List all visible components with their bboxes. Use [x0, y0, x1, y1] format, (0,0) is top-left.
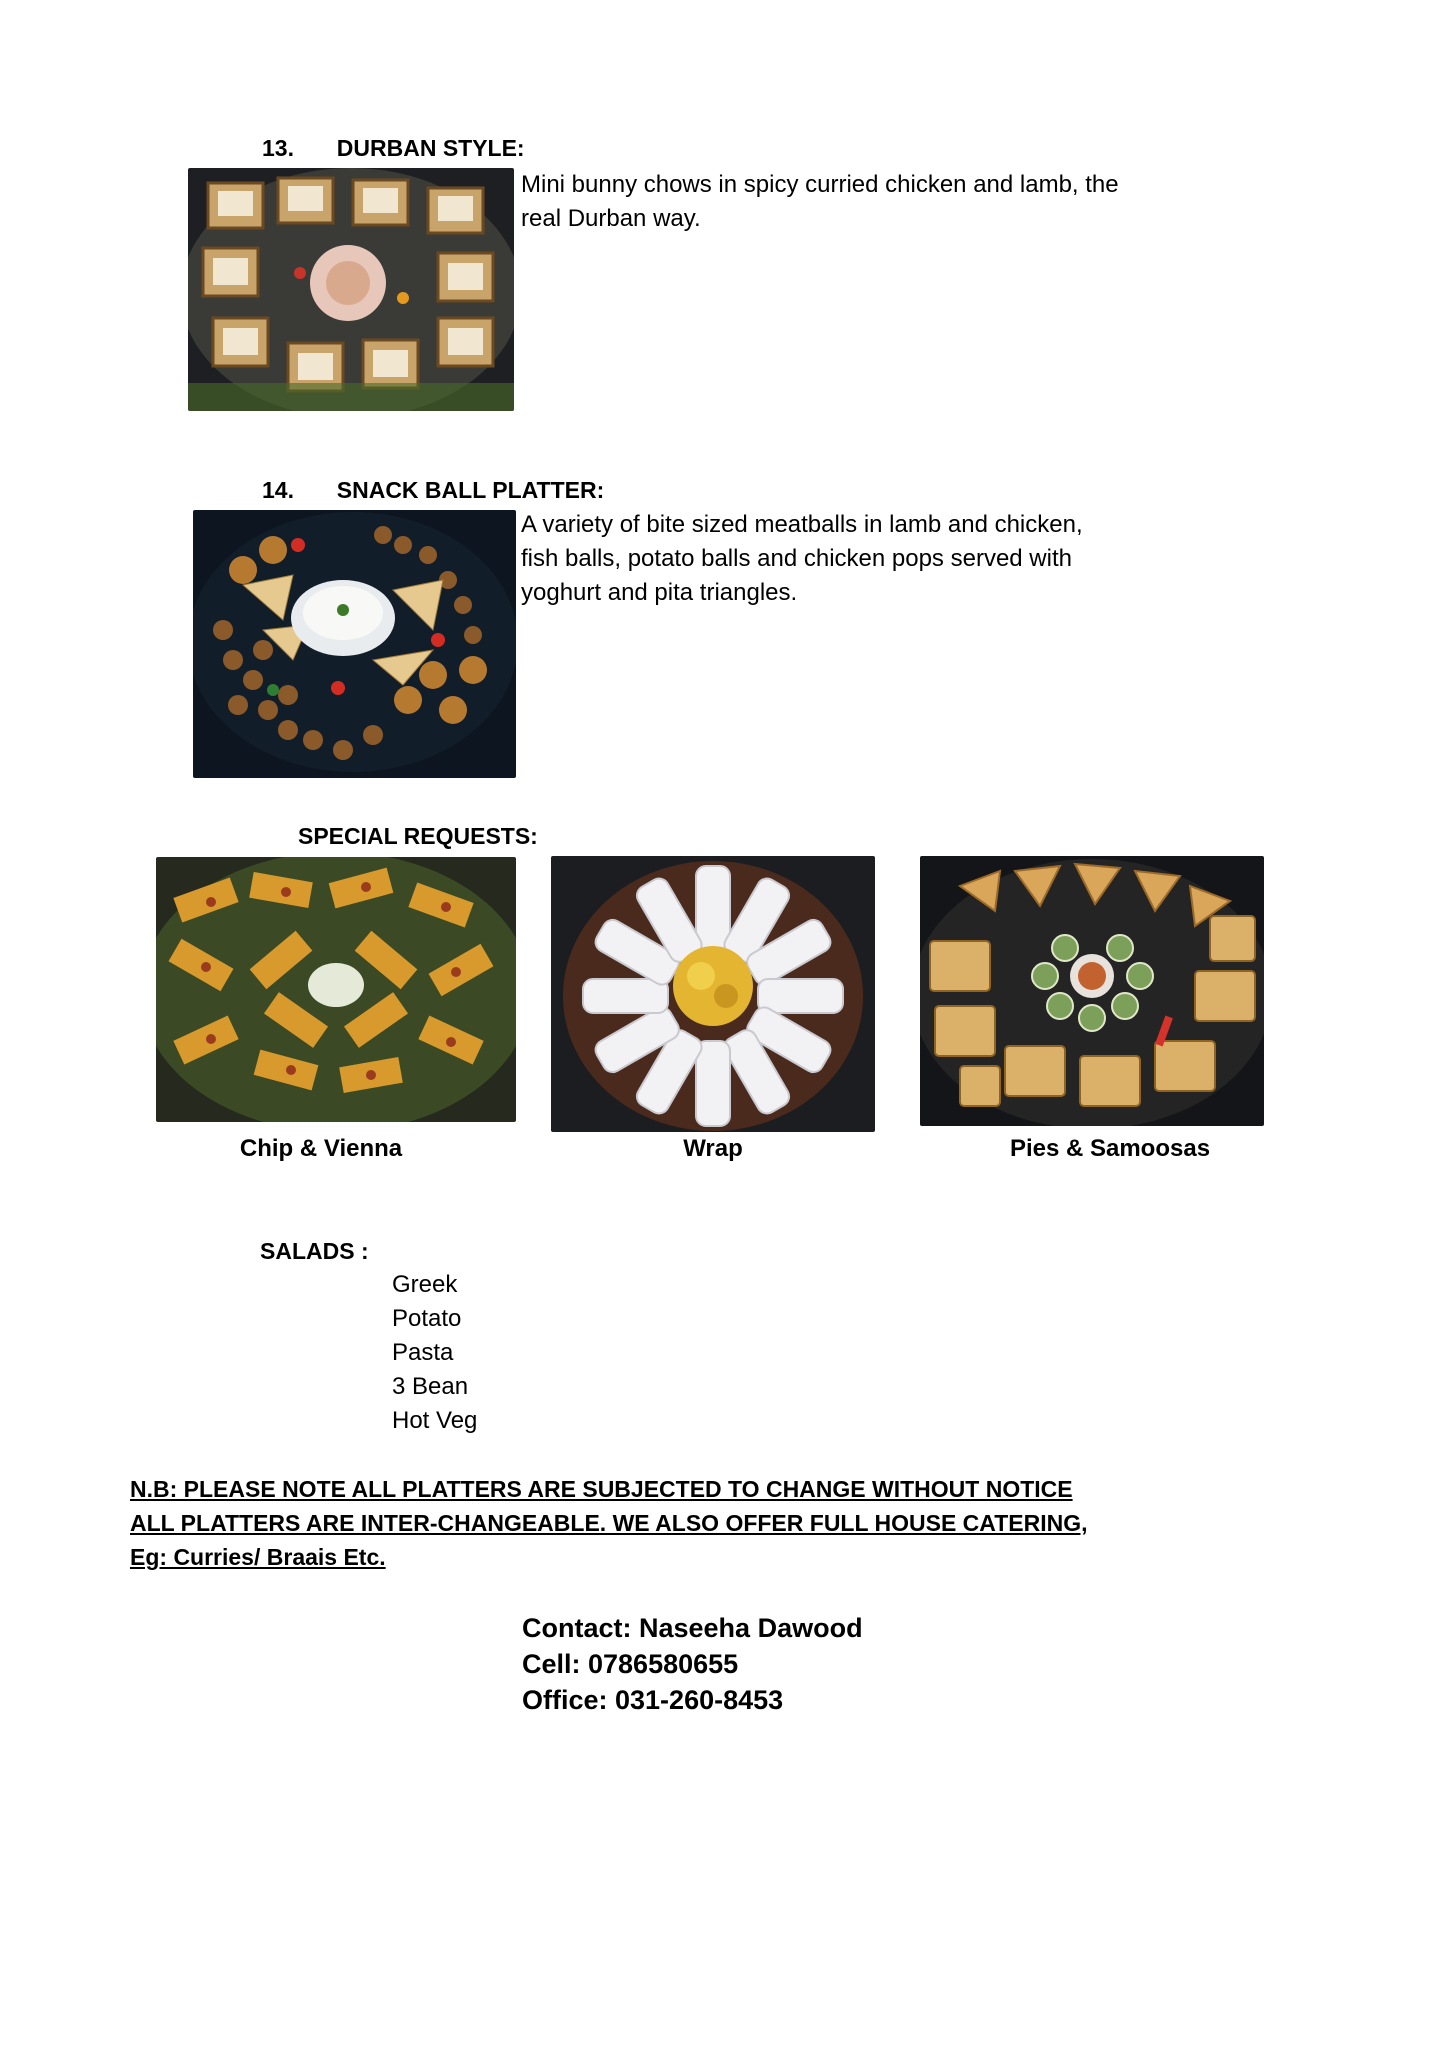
- chip-vienna-photo: [156, 857, 516, 1122]
- salad-item: Hot Veg: [392, 1407, 478, 1434]
- item-14-number: 14.: [262, 477, 294, 503]
- pies-samoosas-photo: [920, 856, 1264, 1126]
- caption-chip-vienna: Chip & Vienna: [239, 1135, 403, 1162]
- snack-ball-platter-photo: [193, 510, 516, 778]
- notice: [130, 1472, 1087, 1574]
- item-13-description: Mini bunny chows in spicy curried chicken and lamb, the real Durban way.: [521, 171, 1119, 232]
- item-14-heading: [262, 477, 604, 504]
- item-13-title: DURBAN STYLE:: [336, 135, 525, 161]
- durban-style-photo: [188, 168, 514, 411]
- notice-line: N.B: PLEASE NOTE ALL PLATTERS ARE SUBJECTED TO CHANGE WITHOUT NOTICE: [130, 1476, 1073, 1502]
- salad-item: Pasta: [392, 1339, 454, 1366]
- item-14-title: SNACK BALL PLATTER:: [336, 477, 605, 503]
- wrap-photo: [551, 856, 875, 1132]
- salad-item: Greek: [392, 1271, 458, 1298]
- salad-item: 3 Bean: [392, 1373, 469, 1400]
- contact-block: [522, 1610, 863, 1718]
- notice-line: ALL PLATTERS ARE INTER-CHANGEABLE. WE ALSO OFFER FULL HOUSE CATERING,: [130, 1510, 1088, 1536]
- salads-list: [392, 1268, 477, 1438]
- item-13-number: 13.: [262, 135, 294, 161]
- caption-pies-samoosas: Pies & Samoosas: [1009, 1135, 1211, 1162]
- special-requests-title: SPECIAL REQUESTS:: [298, 823, 538, 849]
- salad-item: Potato: [392, 1305, 462, 1332]
- item-13-heading: [262, 135, 525, 162]
- contact-cell: Cell: 0786580655: [522, 1649, 739, 1679]
- notice-line: Eg: Curries/ Braais Etc.: [130, 1544, 386, 1570]
- item-14-description: A variety of bite sized meatballs in lamb and chicken, fish balls, potato balls and chicken pops served with yoghurt and pita triangles.: [521, 511, 1083, 606]
- contact-office: Office: 031-260-8453: [522, 1685, 784, 1715]
- contact-name: Contact: Naseeha Dawood: [522, 1613, 863, 1643]
- caption-wrap: Wrap: [683, 1135, 743, 1162]
- salads-title: SALADS :: [260, 1238, 369, 1264]
